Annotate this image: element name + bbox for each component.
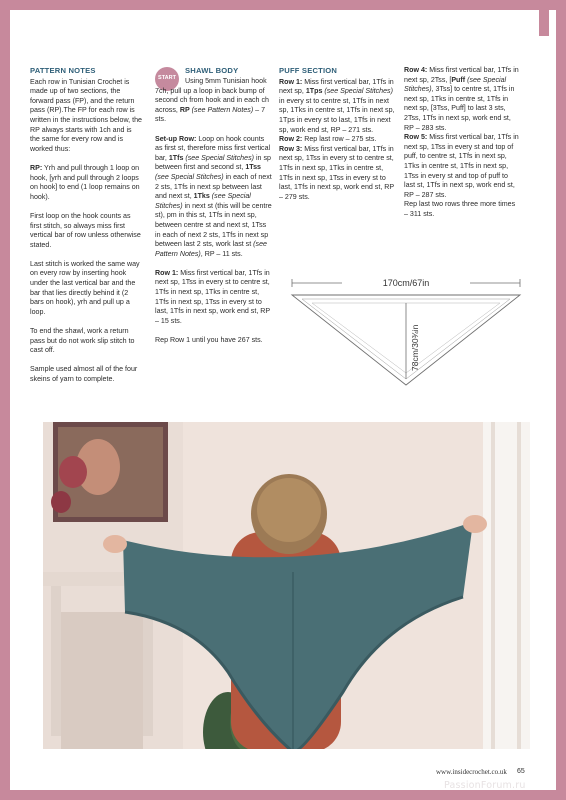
puff-row1-tps: 1Tps [305,87,323,96]
row1-paragraph [155,269,273,327]
puff-row2-text: Rep last row – 275 sts. [302,135,377,144]
page-tab-marker [539,10,549,36]
shawl-body-intro-block [185,66,238,78]
puff-continued-column [404,66,520,220]
end-shawl-paragraph: To end the shawl, work a return pass but do not work slip stitch to cast off. [30,327,135,355]
sample-paragraph: Sample used almost all of the four skeins of yarn to complete. [30,365,138,383]
return-pass-paragraph [30,164,142,202]
shawl-body-column [155,66,273,355]
watermark: PassionForum.ru [444,780,526,791]
footer-url: www.insidecrochet.co.uk [436,768,507,776]
pattern-notes-paragraph: Each row in Tunisian Crochet is made up of two sections, the forward pass (FP), and the return pass (RP).The FP for each row is written in the instructions below, the RP always starts with 1ch and is the same for every row and is worked thus: [30,77,142,153]
rp-text: Yrh and pull through 1 loop on hook, [yrh and pull through 2 loops on hook] to end (1 loop remains on hook). [30,163,140,201]
row1-label: Row 1: [155,268,179,277]
setup-see-3: (see Special Stitches) [155,192,251,210]
setup-text-e: , RP – 11 sts. [200,249,243,258]
puff-row5-label: Row 5: [404,133,428,142]
repeat-paragraph: Rep Row 1 until you have 267 sts. [155,336,263,345]
puff-row4-label: Row 4: [404,66,428,74]
puff-section-heading: PUFF SECTION [279,66,338,75]
puff-row1-label: Row 1: [279,77,303,86]
puff-row5-text: Miss first vertical bar, 1Tfs in next sp, 1Tss in every st and top of puff, to centre st, 1Tfs in next sp, 1Tks in centre st, 1Tfs in next sp, 1Tss in every st and top of puff to last st, 1Tfs in next sp, work end st, RP – 287 sts. [404,133,519,199]
puff-row2 [279,135,395,145]
puff-row4-b: , 3Tss] to centre st, 1Tfs in next sp, 1Tks in centre st, 1Tfs in next sp, [3Tss, Puff] to last 3 sts, 2Tss, 1Tfs in next sp, work end st, RP – 283 sts. [404,85,515,132]
start-badge: START [155,67,179,91]
puff-row3-label: Row 3: [279,144,303,153]
puff-row4-see: (see Special Stitches) [404,75,507,94]
setup-tss: 1Tss [245,163,261,172]
puff-row4-puff: Puff [451,75,466,84]
setup-text-a: Loop on hook counts as first st, therefore miss first vertical bar, [155,134,271,162]
setup-see-1: (see Special Stitches) [183,153,254,162]
intro-see: (see Pattern Notes) [189,105,254,114]
puff-repeat: Rep last two rows three more times – 311 sts. [404,200,516,218]
intro-end: – 7 sts. [155,105,266,124]
pattern-notes-heading: PATTERN NOTES [30,66,96,75]
shawl-photo-illustration [43,422,530,749]
shawl-schematic-diagram [280,275,530,387]
height-label: 78cm/30¾in [410,324,420,371]
rp-label: RP: [30,163,43,172]
setup-see-2: (see Special Stitches) [155,172,224,181]
setup-text-c: in each of next 2 sts, 1Tfs in next sp between last and next st, [155,172,272,201]
setup-see-4: (see Pattern Notes) [155,240,267,258]
puff-row3 [279,145,395,203]
puff-section-column [279,66,395,202]
setup-row-paragraph [155,135,273,260]
setup-tks: 1Tks [193,192,210,201]
puff-row3-text: Miss first vertical bar, 1Tfs in next sp, 1Tss in every st to centre st, 1Tfs in next sp, 1Tks in centre st, 1Tfs in next sp, 1Tss in every st to last, 1Tfs in next sp, work end st, RP – 279 sts. [279,144,394,201]
puff-row1-b: in every st to centre st, 1Tfs in next sp, 1Tks in centre st, 1Tfs in next sp, 1Tps in every st to last, 1Tfs in next sp, work end st, RP – 271 sts. [279,96,395,134]
intro-rp: RP [179,105,190,114]
shawl-body-heading: SHAWL BODY [185,66,239,75]
pattern-notes-column [30,66,142,394]
last-stitch-paragraph: Last stitch is worked the same way on every row by inserting hook under the last vertical bar and the bar that lies directly behind it (2 bars on hook), yrh and pull up a loop. [30,259,140,316]
puff-row1-see: (see Special Stitches) [322,87,393,96]
puff-row2-label: Row 2: [279,135,303,144]
puff-row1-a: Miss first vertical bar, 1Tfs in next sp, [279,77,394,96]
puff-row5 [404,133,520,200]
puff-row1 [279,78,395,136]
intro-text: Using 5mm Tunisian hook 7ch, pull up a loop in back bump of second ch from hook and in each ch across, [155,77,269,114]
setup-text-d: in next st (this will be centre st), pm in this st, 1Tfs in next sp, between centre st and next st, 1Tss in each of next 2 sts, 1Tfs in next sp between last 2 sts, work last st [155,201,272,249]
setup-tfs: 1Tfs [168,153,184,162]
footer-page-number: 65 [517,768,525,775]
shawl-photo [43,422,530,749]
first-loop-paragraph: First loop on the hook counts as first stitch, so always miss first vertical bar of row unless otherwise stated. [30,211,141,249]
setup-text-b: in sp between first and second st, [155,153,271,172]
width-label: 170cm/67in [382,278,430,288]
puff-row4-a: Miss first vertical bar, 1Tfs in next sp, 2Tss, [ [404,66,519,84]
setup-row-label: Set-up Row: [155,134,197,143]
puff-row4 [404,66,520,133]
row1-text: Miss first vertical bar, 1Tfs in next sp, 1Tss in every st to centre st, 1Tfs in next sp, 1Tks in centre st, 1Tfs in next sp, 1Tss in every st to last, 1Tfs in next sp, work end st, RP – 15 sts. [155,268,270,325]
